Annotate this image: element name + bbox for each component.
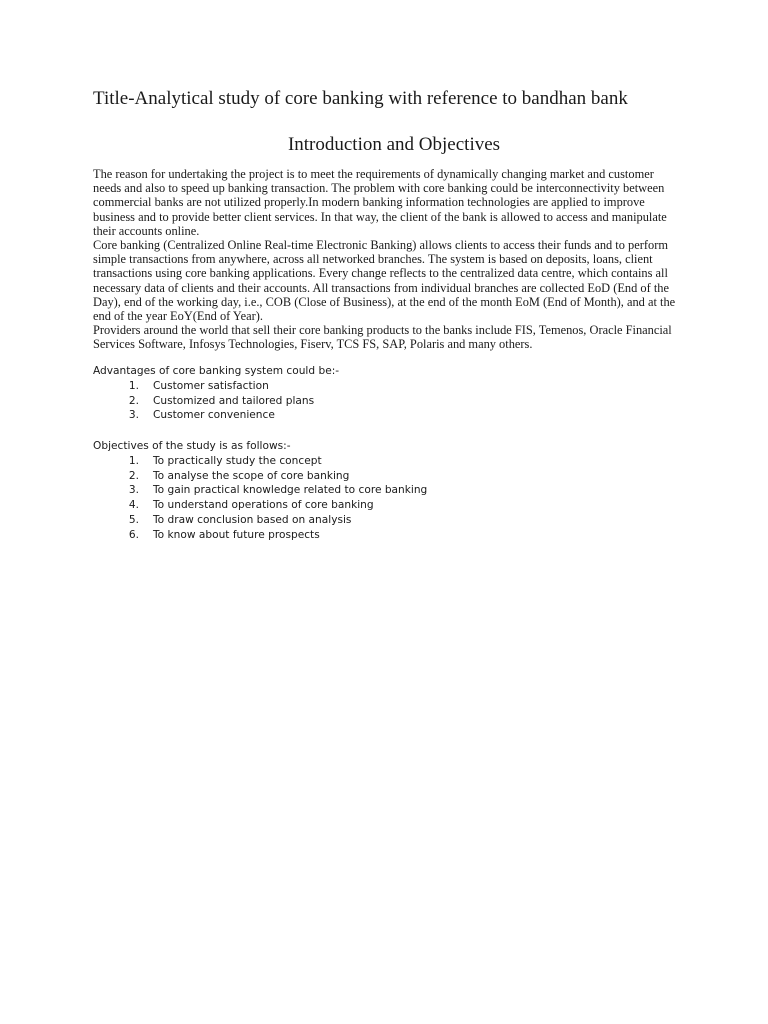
- list-item-text: To analyse the scope of core banking: [153, 469, 350, 482]
- objectives-lead: Objectives of the study is as follows:-: [93, 440, 291, 452]
- list-item-text: Customer satisfaction: [153, 379, 269, 392]
- objectives-section: [93, 439, 653, 543]
- introduction-body: [93, 167, 683, 352]
- list-item: [93, 394, 653, 409]
- list-item-number: 1.: [128, 454, 139, 467]
- list-item-text: To gain practical knowledge related to core banking: [153, 484, 428, 497]
- list-item: [93, 498, 653, 513]
- list-item: [93, 469, 653, 484]
- list-item-number: 3.: [128, 409, 139, 422]
- document-title: Title-Analytical study of core banking with reference to bandhan bank: [93, 88, 628, 109]
- list-item-number: 4.: [128, 499, 139, 512]
- list-item-number: 6.: [128, 528, 139, 541]
- list-item-text: To know about future prospects: [153, 528, 320, 541]
- advantages-list: [93, 379, 653, 423]
- list-item: [93, 379, 653, 394]
- list-item-text: Customized and tailored plans: [153, 394, 315, 407]
- list-item-number: 2.: [128, 469, 139, 482]
- list-item-text: To understand operations of core banking: [153, 499, 374, 512]
- paragraph-core-banking-definition: Core banking (Centralized Online Real-time Electronic Banking) allows clients to access their funds and to perform simple transactions from anywhere, across all networked branches. The system is based on deposits, loans, client transactions using core banking applications. Every change reflects to the centralized data centre, which contains all necessary data of clients and their accounts. All transactions from individual branches are collected EoD (End of the Day), end of the working day, i.e., COB (Close of Business), at the end of the month EoM (End of Month), and at the end of the year EoY(End of Year).: [93, 238, 676, 324]
- list-item-text: Customer convenience: [153, 409, 275, 422]
- list-item-number: 2.: [128, 394, 139, 407]
- paragraph-providers: Providers around the world that sell their core banking products to the banks include FIS, Temenos, Oracle Financial Services Software, Infosys Technologies, Fiserv, TCS FS, SAP, Polaris and many others.: [93, 323, 672, 352]
- list-item: [93, 513, 653, 528]
- list-item-text: To draw conclusion based on analysis: [153, 513, 352, 526]
- list-item-number: 5.: [128, 513, 139, 526]
- list-item: [93, 483, 653, 498]
- objectives-list: [93, 454, 653, 543]
- paragraph-purpose: The reason for undertaking the project is to meet the requirements of dynamically changing market and customer needs and also to speed up banking transaction. The problem with core banking could be interconnectivity between commercial banks are not utilized properly.In modern banking information technologies are applied to improve business and to provide better client services. In that way, the client of the bank is allowed to access and manipulate their accounts online.: [93, 167, 667, 238]
- section-heading: Introduction and Objectives: [287, 134, 501, 155]
- list-item-number: 3.: [128, 484, 139, 497]
- list-item: [93, 408, 653, 423]
- list-item-text: To practically study the concept: [153, 454, 322, 467]
- list-item: [93, 528, 653, 543]
- list-item: [93, 454, 653, 469]
- advantages-section: [93, 364, 653, 423]
- advantages-lead: Advantages of core banking system could be:-: [93, 365, 340, 377]
- list-item-number: 1.: [128, 379, 139, 392]
